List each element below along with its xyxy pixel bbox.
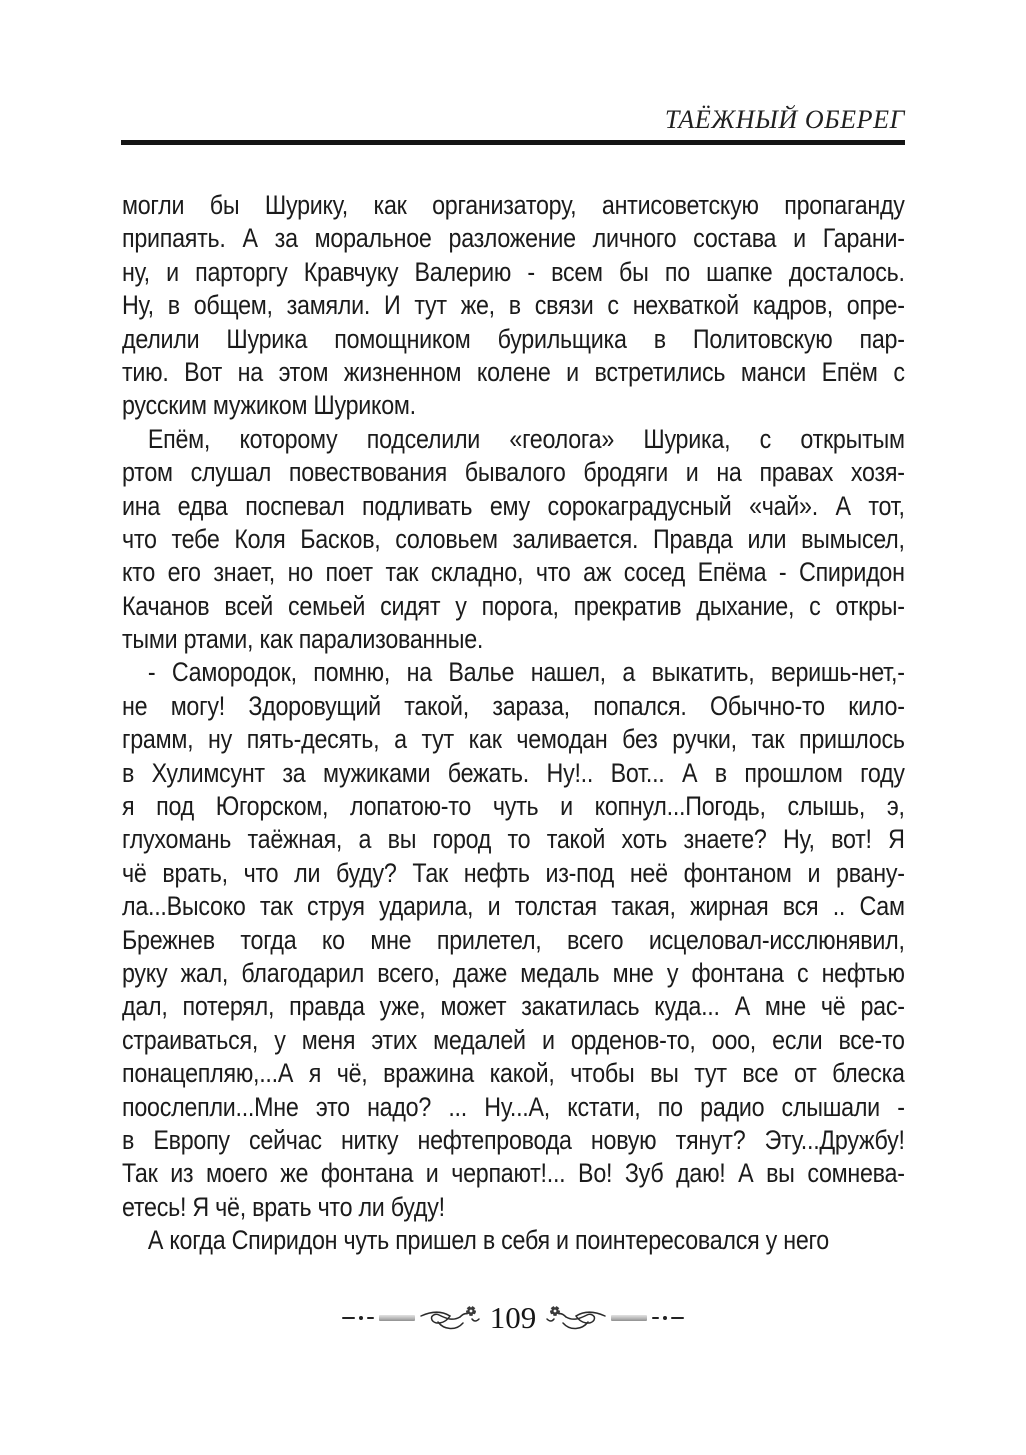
flourish-icon-right <box>544 1301 606 1335</box>
text-line: в Хулимсунт за мужиками бежать. Ну!.. Вот... А в прошлом году <box>122 757 905 788</box>
text-line: ртом слушал повествования бывалого бродяги и на правах хозя- <box>122 457 905 488</box>
text-line: Так из моего же фонтана и черпают!... Во! Зуб даю! А вы сомнева- <box>122 1158 905 1189</box>
header-title: ТАЁЖНЫЙ ОБЕРЕГ <box>664 105 905 134</box>
text-line: понацепляю,...А я чё, вражина какой, чтобы вы тут все от блеска <box>122 1058 905 1089</box>
page-number: 109 <box>489 1300 537 1335</box>
ornament-bar-left <box>379 1315 415 1321</box>
text-line: поослепли...Мне это надо? ... Ну...А, кстати, по радио слышали - <box>122 1091 905 1122</box>
text-line: дал, потерял, правда уже, может закатилась куда... А мне чё рас- <box>122 991 905 1022</box>
text-line: не могу! Здоровущий такой, зараза, попался. Обычно-то кило- <box>122 690 905 721</box>
text-line: ну, и парторгу Кравчуку Валерию - всем бы по шапке досталось. <box>122 256 905 287</box>
text-line: етесь! Я чё, врать что ли буду! <box>122 1191 445 1222</box>
text-line: ина едва поспевал подливать ему сорокаградусный «чай». А тот, <box>122 490 905 521</box>
text-line: тыми ртами, как парализованные. <box>122 624 484 655</box>
header-rule <box>121 140 905 145</box>
text-line: в Европу сейчас нитку нефтепровода новую тянут? Эту...Дружбу! <box>122 1124 905 1155</box>
text-line: грамм, ну пять-десять, а тут как чемодан без ручки, так пришлось <box>122 724 905 755</box>
text-line: страиваться, у меня этих медалей и орденов-то, ооо, если все-то <box>122 1024 905 1055</box>
ornament-bar-right <box>611 1315 647 1321</box>
text-line: - Самородок, помню, на Валье нашел, а выкатить, веришь-нет,- <box>147 657 905 688</box>
text-line: глухомань таёжная, а вы город то такой хоть знаете? Ну, вот! Я <box>122 824 905 855</box>
text-line: руку жал, благодарил всего, даже медаль мне у фонтана с нефтью <box>122 957 905 988</box>
running-header <box>122 105 905 135</box>
text-line: Ну, в общем, замяли. И тут же, в связи с нехваткой кадров, опре- <box>122 290 905 321</box>
text-line: я под Югорском, лопатою-то чуть и копнул...Погодь, слышь, э, <box>122 791 905 822</box>
text-line: Качанов всей семьей сидят у порога, прекратив дыхание, с откры- <box>122 590 905 621</box>
text-line: Епём, которому подселили «геолога» Шурика, с открытым <box>147 423 905 454</box>
text-line: тию. Вот на этом жизненном колене и встретились манси Епём с <box>122 356 905 387</box>
flourish-icon-left <box>420 1301 482 1335</box>
text-line: могли бы Шурику, как организатору, антисоветскую пропаганду <box>122 190 905 220</box>
body-text <box>122 189 905 1258</box>
paragraphs-container <box>122 189 905 1258</box>
text-line: делили Шурика помощником бурильщика в Политовскую пар- <box>122 323 905 354</box>
text-line: что тебе Коля Басков, соловьем заливается. Правда или вымысел, <box>122 523 905 554</box>
text-line: Брежнев тогда ко мне прилетел, всего исцеловал-исслюнявил, <box>122 924 905 955</box>
ornament-end-dash-right <box>652 1316 684 1320</box>
text-line: кто его знает, но поет так складно, что аж сосед Епёма - Спиридон <box>122 557 905 588</box>
text-line: чё врать, что ли буду? Так нефть из-под неё фонтаном и рвану- <box>122 857 905 888</box>
ornament-end-dash-left <box>342 1316 374 1320</box>
page-footer <box>0 1300 1026 1336</box>
text-line: русским мужиком Шуриком. <box>122 390 416 421</box>
text-line: припаять. А за моральное разложение личного состава и Гарани- <box>122 223 905 254</box>
text-line: ла...Высоко так струя ударила, и толстая такая, жирная вся .. Сам <box>122 891 905 922</box>
text-line: А когда Спиридон чуть пришел в себя и поинтересовался у него <box>147 1225 829 1256</box>
